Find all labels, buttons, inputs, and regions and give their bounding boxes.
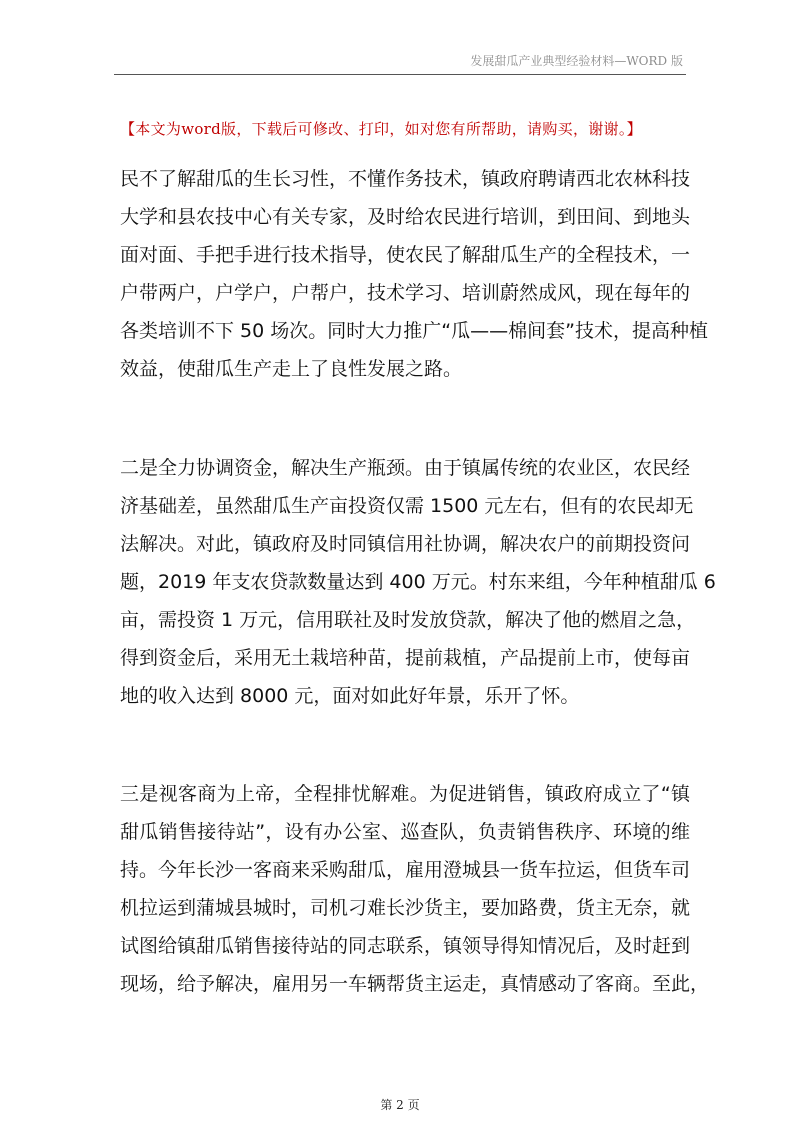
text-line: 二是全力协调资金，解决生产瓶颈。由于镇属传统的农业区，农民经 (120, 457, 691, 479)
paragraph-funding (120, 449, 716, 715)
text-line: 户带两户，户学户，户帮户，技术学习、培训蔚然成风，现在每年的 (120, 282, 691, 304)
text-line: 试图给镇甜瓜销售接待站的同志联系，镇领导得知情况后，及时赶到 (120, 935, 691, 957)
text-line: 三是视客商为上帝，全程排忧解难。为促进销售，镇政府成立了“镇 (120, 783, 690, 805)
text-line: 法解决。对此，镇政府及时同镇信用社协调，解决农户的前期投资问 (120, 533, 691, 555)
text-line: 面对面、手把手进行技术指导，使农民了解甜瓜生产的全程技术，一 (120, 244, 691, 266)
text-line: 题，2019 年支农贷款数量达到 400 万元。村东来组，今年种植甜瓜 6 (120, 571, 716, 593)
document-header-title: 发展甜瓜产业典型经验材料—WORD 版 (470, 54, 683, 68)
text-line: 得到资金后，采用无土栽培种苗，提前栽植，产品提前上市，使每亩 (120, 647, 691, 669)
text-line: 现场，给予解决，雇用另一车辆帮货主运走，真情感动了客商。至此， (120, 973, 710, 995)
text-line: 民不了解甜瓜的生长习性，不懂作务技术，镇政府聘请西北农林科技 (120, 168, 691, 190)
text-line: 机拉运到蒲城县城时，司机刁难长沙货主，要加路费，货主无奈，就 (120, 897, 691, 919)
text-line: 甜瓜销售接待站”，设有办公室、巡查队，负责销售秩序、环境的维 (120, 821, 690, 843)
text-line: 亩，需投资 1 万元，信用联社及时发放贷款，解决了他的燃眉之急， (120, 609, 696, 631)
paragraph-merchants (120, 775, 710, 1003)
header-divider (114, 74, 686, 75)
download-notice: 【本文为word版，下载后可修改、打印，如对您有所帮助，请购买，谢谢。】 (120, 120, 642, 138)
text-line: 地的收入达到 8000 元，面对如此好年景，乐开了怀。 (120, 685, 580, 707)
text-line: 效益，使甜瓜生产走上了良性发展之路。 (120, 358, 463, 380)
text-line: 持。今年长沙一客商来采购甜瓜，雇用澄城县一货车拉运，但货车司 (120, 859, 691, 881)
text-line: 各类培训不下 50 场次。同时大力推广“瓜——棉间套”技术，提高种植 (120, 320, 708, 342)
text-line: 大学和县农技中心有关专家，及时给农民进行培训，到田间、到地头 (120, 206, 691, 228)
paragraph-training (120, 160, 708, 388)
text-line: 济基础差，虽然甜瓜生产亩投资仅需 1500 元左右，但有的农民却无 (120, 495, 694, 517)
page-number: 第 2 页 (380, 1098, 420, 1112)
